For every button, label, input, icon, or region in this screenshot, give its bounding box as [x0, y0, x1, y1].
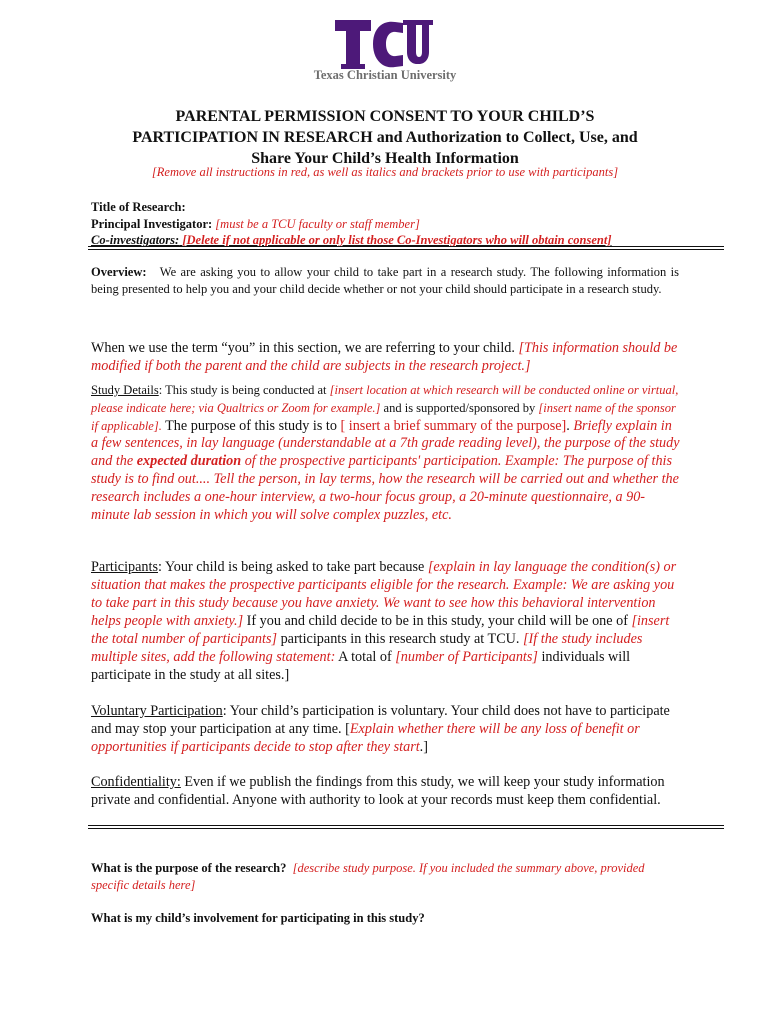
confidentiality-section: Confidentiality: Even if we publish the findings from this study, we will keep your study information private and confidential. Anyone with authority to look at your records must keep them confidential.	[91, 774, 665, 808]
purpose-question: What is the purpose of the research? [describe study purpose. If you included the summary above, provided specific details here]	[91, 861, 645, 892]
document-title	[60, 106, 710, 169]
confidentiality-label: Confidentiality:	[91, 774, 181, 790]
title-line-2: PARTICIPATION IN RESEARCH and Authorization to Collect, Use, and	[132, 129, 638, 146]
co-investigators: Co-investigators: [Delete if not applicable or only list those Co-Investigators who will obtain consent]	[91, 233, 612, 247]
study-details-section: Study Details: This study is being conducted at [insert location at which research will be conducted online or virtual, please indicate here; via Qualtrics or Zoom for example.] and is supported/sponsored by [insert name of the sponsor if applicable]. The purpose of this study is to [ insert a brief summary of the purpose]. Briefly explain in a few sentences, in lay language (understandable at a 7th grade reading level), the purpose of the study and the expected duration of the prospective participants' participation. Example: The purpose of this study is to find out.... Tell the person, in lay terms, how the research will be carried out and whether the research includes a one-hour interview, a two-hour focus group, a 20-minute questionnaire, a 90-minute lab session in which you will solve complex puzzles, etc.	[91, 383, 680, 523]
tcu-logo	[0, 14, 770, 83]
logo-subtitle: Texas Christian University	[313, 68, 457, 82]
voluntary-label: Voluntary Participation	[91, 703, 223, 719]
title-line-1: PARENTAL PERMISSION CONSENT TO YOUR CHILD’S	[175, 108, 595, 125]
participants-label: Participants	[91, 559, 158, 575]
section-divider-bottom	[88, 825, 724, 829]
title-line-3: Share Your Child’s Health Information	[251, 150, 519, 167]
overview-section	[91, 264, 679, 298]
involvement-question: What is my child’s involvement for participating in this study?	[91, 911, 425, 925]
title-of-research: Title of Research:	[91, 200, 186, 214]
overview-text: We are asking you to allow your child to take part in a research study. The following information is being presented to help you and your child decide whether or not your child should participate in a research study.	[91, 265, 679, 296]
principal-investigator: Principal Investigator: [must be a TCU faculty or staff member]	[91, 216, 420, 231]
you-term-section: When we use the term “you” in this section, we are referring to your child. [This information should be modified if both the parent and the child are subjects in the research project.]	[91, 340, 678, 374]
section-divider-top	[88, 246, 724, 250]
study-details-label: Study Details	[91, 383, 159, 397]
research-meta	[91, 199, 671, 249]
voluntary-section: Voluntary Participation: Your child’s participation is voluntary. Your child does not have to participate and may stop your participation at any time. [Explain whether there will be any loss of benefit or opportunities if participants decide to stop after they start.]	[91, 703, 670, 755]
tcu-logo-mark	[333, 14, 437, 70]
overview-label: Overview:	[91, 265, 147, 279]
participants-section: Participants: Your child is being asked to take part because [explain in lay language the condition(s) or situation that makes the prospective participants eligible for the research. Example: We are asking you to take part in this study because you have anxiety. We want to see how this behavioral intervention helps people with anxiety.] If you and child decide to be in this study, your child will be one of [insert the total number of participants] participants in this research study at TCU. [If the study includes multiple sites, add the following statement: A total of [number of Participants] individuals will participate in the study at all sites.]	[91, 559, 677, 683]
removal-instruction: [Remove all instructions in red, as well as italics and brackets prior to use with participants]	[151, 165, 619, 179]
